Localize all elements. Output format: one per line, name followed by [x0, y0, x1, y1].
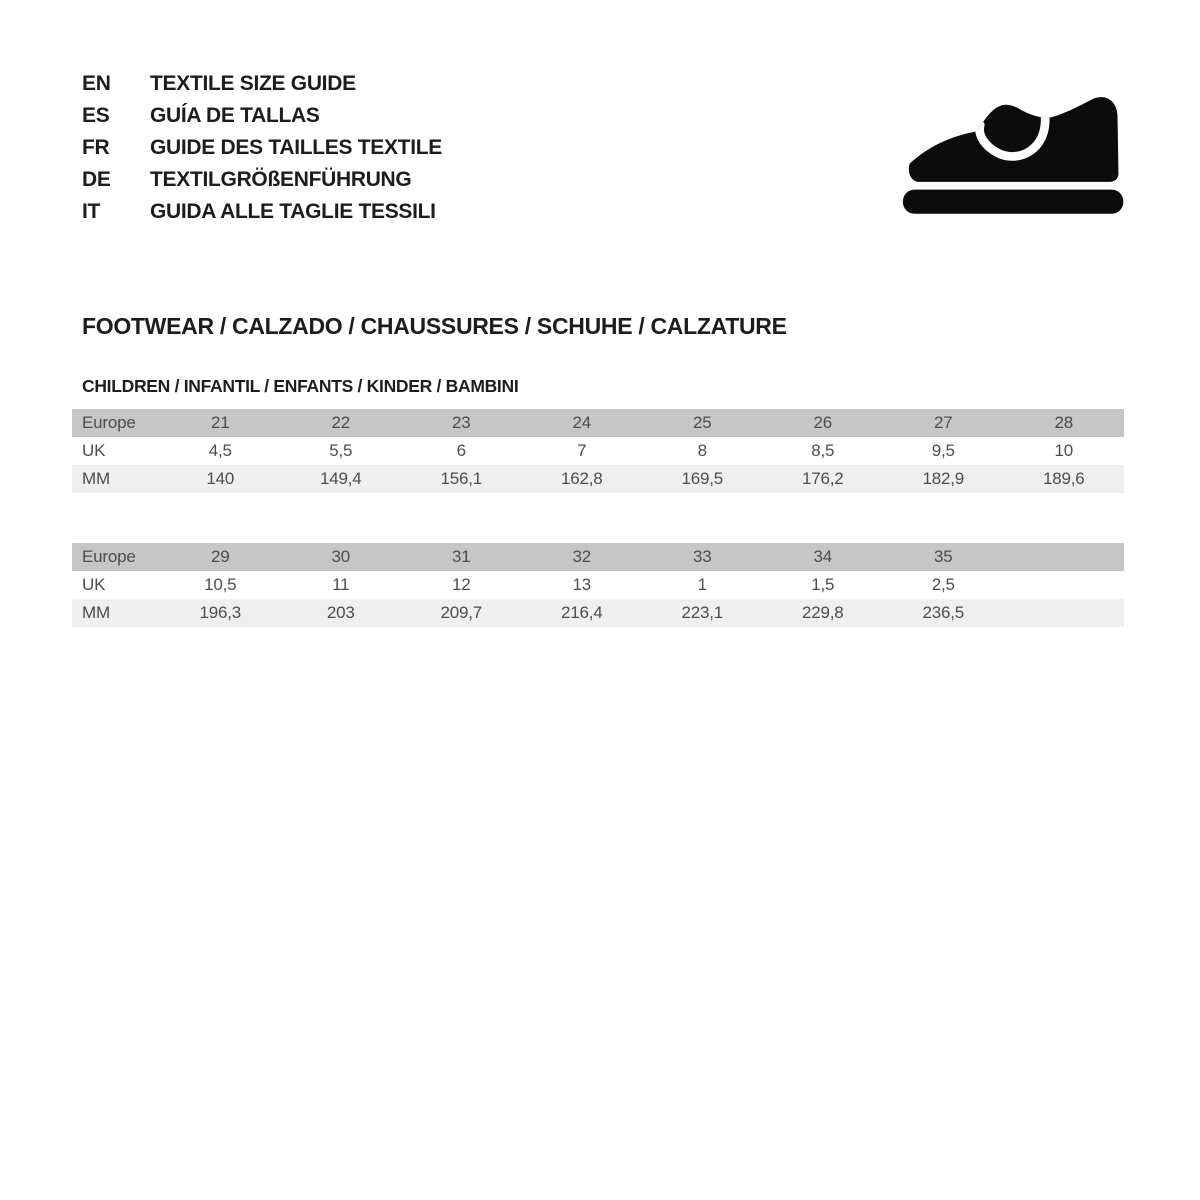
size-cell: 28: [1004, 409, 1125, 437]
size-cell: 176,2: [763, 465, 884, 493]
size-cell: 22: [281, 409, 402, 437]
size-cell: [1004, 543, 1125, 571]
table-row-mm: [72, 465, 1124, 493]
language-code: ES: [82, 104, 110, 127]
section-subtitle: CHILDREN / INFANTIL / ENFANTS / KINDER / BAMBINI: [82, 376, 519, 396]
language-title: GUIDE DES TAILLES TEXTILE: [150, 136, 442, 159]
size-cell: 34: [763, 543, 884, 571]
row-label: Europe: [72, 543, 160, 571]
language-row-de: [82, 164, 442, 196]
language-code: IT: [82, 200, 101, 223]
language-title-list: [82, 68, 442, 228]
size-cell: 10,5: [160, 571, 281, 599]
table-row-europe: [72, 409, 1124, 437]
table-row-mm: [72, 599, 1124, 627]
size-cell: 189,6: [1004, 465, 1125, 493]
size-cell: 35: [883, 543, 1004, 571]
size-cell: 4,5: [160, 437, 281, 465]
size-cell: 30: [281, 543, 402, 571]
size-cell: 169,5: [642, 465, 763, 493]
table-row-uk: [72, 437, 1124, 465]
size-cell: 7: [522, 437, 643, 465]
size-table-eu-29-35: [72, 543, 1124, 627]
size-cell: [1004, 599, 1125, 627]
size-cell: [1004, 571, 1125, 599]
size-cell: 236,5: [883, 599, 1004, 627]
section-title: FOOTWEAR / CALZADO / CHAUSSURES / SCHUHE / CALZATURE: [82, 313, 787, 339]
size-cell: 21: [160, 409, 281, 437]
size-cell: 8,5: [763, 437, 884, 465]
size-cell: 11: [281, 571, 402, 599]
size-cell: 1: [642, 571, 763, 599]
size-cell: 203: [281, 599, 402, 627]
size-cell: 209,7: [401, 599, 522, 627]
size-cell: 6: [401, 437, 522, 465]
language-row-es: [82, 100, 442, 132]
size-cell: 8: [642, 437, 763, 465]
size-cell: 33: [642, 543, 763, 571]
size-cell: 182,9: [883, 465, 1004, 493]
size-cell: 32: [522, 543, 643, 571]
size-cell: 1,5: [763, 571, 884, 599]
language-row-it: [82, 196, 442, 228]
size-cell: 216,4: [522, 599, 643, 627]
size-cell: 13: [522, 571, 643, 599]
size-cell: 29: [160, 543, 281, 571]
size-cell: 156,1: [401, 465, 522, 493]
size-cell: 23: [401, 409, 522, 437]
row-label: UK: [72, 437, 160, 465]
language-title: GUIDA ALLE TAGLIE TESSILI: [150, 200, 436, 223]
size-cell: 25: [642, 409, 763, 437]
size-cell: 162,8: [522, 465, 643, 493]
size-cell: 5,5: [281, 437, 402, 465]
language-code: FR: [82, 136, 110, 159]
language-title: TEXTILGRÖßENFÜHRUNG: [150, 168, 412, 191]
row-label: MM: [72, 599, 160, 627]
language-title: GUÍA DE TALLAS: [150, 104, 320, 127]
size-cell: 26: [763, 409, 884, 437]
size-cell: 24: [522, 409, 643, 437]
size-cell: 140: [160, 465, 281, 493]
row-label: MM: [72, 465, 160, 493]
size-cell: 9,5: [883, 437, 1004, 465]
children-shoe-icon: [900, 86, 1132, 214]
language-row-fr: [82, 132, 442, 164]
language-code: EN: [82, 72, 111, 95]
size-cell: 2,5: [883, 571, 1004, 599]
table-row-uk: [72, 571, 1124, 599]
size-cell: 10: [1004, 437, 1125, 465]
language-title: TEXTILE SIZE GUIDE: [150, 72, 356, 95]
language-row-en: [82, 68, 442, 100]
size-cell: 196,3: [160, 599, 281, 627]
table-row-europe: [72, 543, 1124, 571]
size-cell: 31: [401, 543, 522, 571]
size-cell: 27: [883, 409, 1004, 437]
language-code: DE: [82, 168, 111, 191]
size-table-eu-21-28: [72, 409, 1124, 493]
row-label: Europe: [72, 409, 160, 437]
size-cell: 229,8: [763, 599, 884, 627]
size-cell: 12: [401, 571, 522, 599]
size-cell: 149,4: [281, 465, 402, 493]
size-cell: 223,1: [642, 599, 763, 627]
row-label: UK: [72, 571, 160, 599]
